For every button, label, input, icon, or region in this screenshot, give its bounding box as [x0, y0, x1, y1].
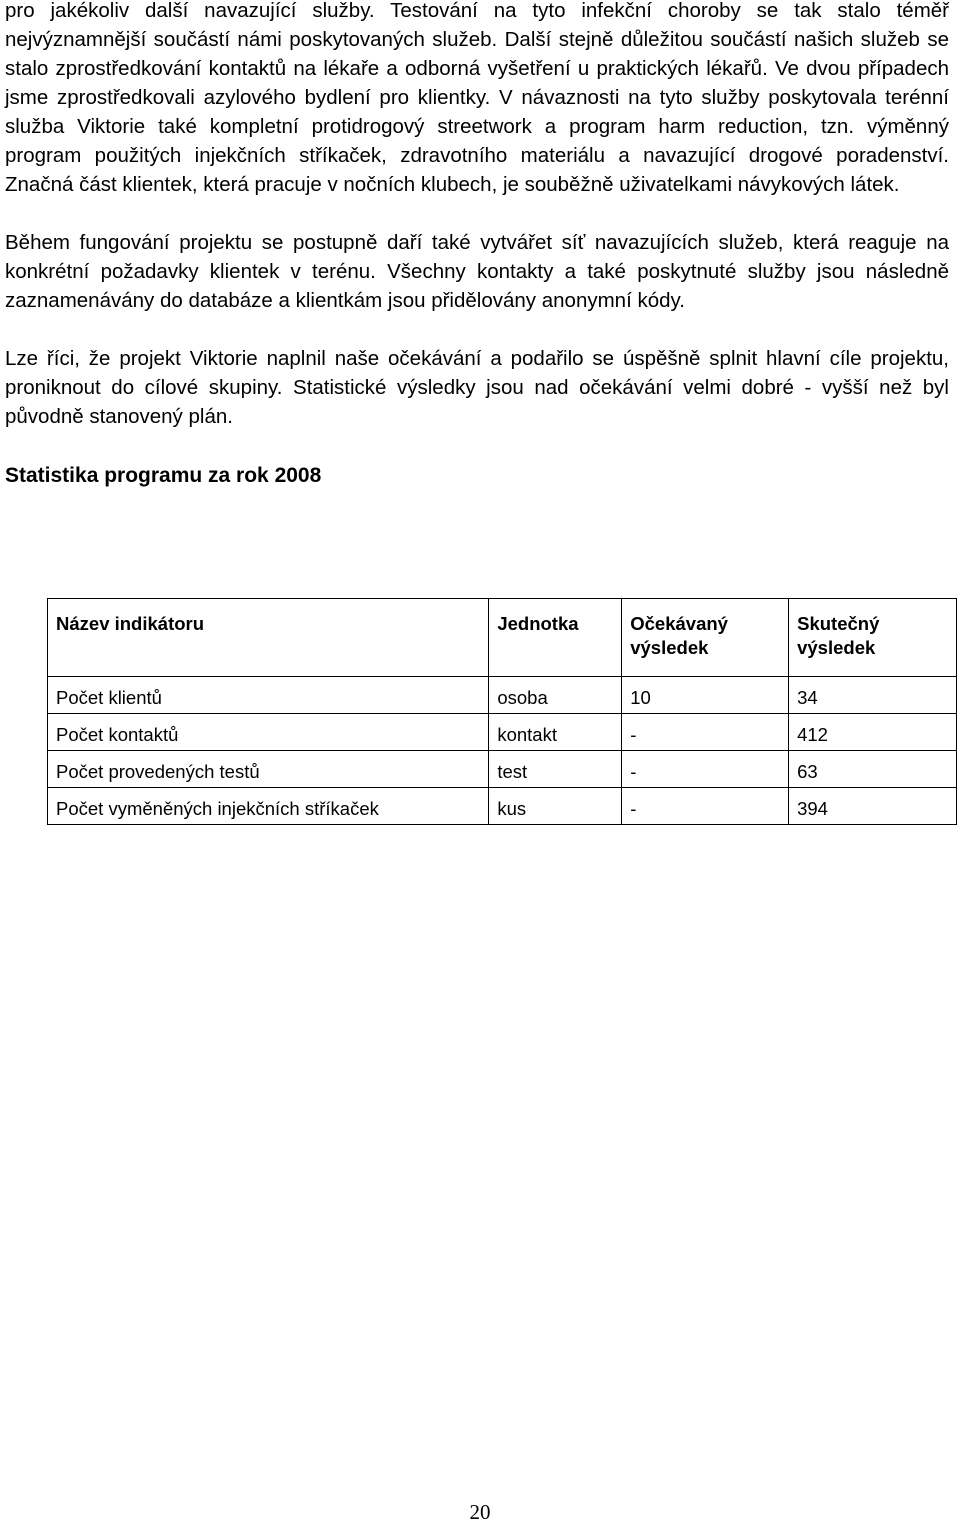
cell-actual: 63: [789, 751, 957, 788]
table-row: [48, 714, 957, 751]
cell-unit: kus: [489, 788, 622, 825]
cell-actual: 34: [789, 677, 957, 714]
header-expected-result: Očekávaný výsledek: [622, 599, 789, 677]
paragraph-services: pro jakékoliv další navazující služby. Testování na tyto infekční choroby se tak stalo téměř nejvýznamnější součástí námi poskytovaných služeb. Další stejně důležitou součástí našich služeb se stalo zprostředkování kontaktů na lékaře a odborná vyšetření u praktických lékařů. Ve dvou případech jsme zprostředkovali azylového bydlení pro klientky. V návaznosti na tyto služby poskytovala terénní služba Viktorie také kompletní protidrogový streetwork a program harm reduction, tzn. výměnný program použitých injekčních stříkaček, zdravotního materiálu a navazující drogové poradenství. Značná část klientek, která pracuje v nočních klubech, je souběžně uživatelkami návykových látek.: [5, 0, 949, 196]
cell-unit: test: [489, 751, 622, 788]
cell-unit: kontakt: [489, 714, 622, 751]
table-header-row: [48, 599, 957, 677]
cell-indicator: Počet kontaktů: [48, 714, 489, 751]
cell-indicator: Počet klientů: [48, 677, 489, 714]
page-number: 20: [469, 1500, 491, 1524]
document-page: [5, 0, 949, 490]
cell-actual: 412: [789, 714, 957, 751]
cell-expected: -: [622, 751, 789, 788]
paragraph-conclusion: Lze říci, že projekt Viktorie naplnil naše očekávání a podařilo se úspěšně splnit hlavní cíle projektu, proniknout do cílové skupiny. Statistické výsledky jsou nad očekávání velmi dobré - vyšší než byl původně stanovený plán.: [5, 347, 949, 428]
statistics-table: [47, 598, 957, 825]
header-actual-result: Skutečný výsledek: [789, 599, 957, 677]
cell-actual: 394: [789, 788, 957, 825]
cell-expected: 10: [622, 677, 789, 714]
cell-indicator: Počet provedených testů: [48, 751, 489, 788]
cell-expected: -: [622, 788, 789, 825]
table-row: [48, 751, 957, 788]
cell-unit: osoba: [489, 677, 622, 714]
cell-expected: -: [622, 714, 789, 751]
table-row: [48, 788, 957, 825]
header-unit: Jednotka: [489, 599, 622, 677]
table-row: [48, 677, 957, 714]
header-indicator-name: Název indikátoru: [48, 599, 489, 677]
cell-indicator: Počet vyměněných injekčních stříkaček: [48, 788, 489, 825]
statistics-heading: Statistika programu za rok 2008: [5, 464, 322, 487]
paragraph-network: Během fungování projektu se postupně daří také vytvářet síť navazujících služeb, která reaguje na konkrétní požadavky klientek v terénu. Všechny kontakty a také poskytnuté služby jsou následně zaznamenávány do databáze a klientkám jsou přidělovány anonymní kódy.: [5, 231, 949, 312]
